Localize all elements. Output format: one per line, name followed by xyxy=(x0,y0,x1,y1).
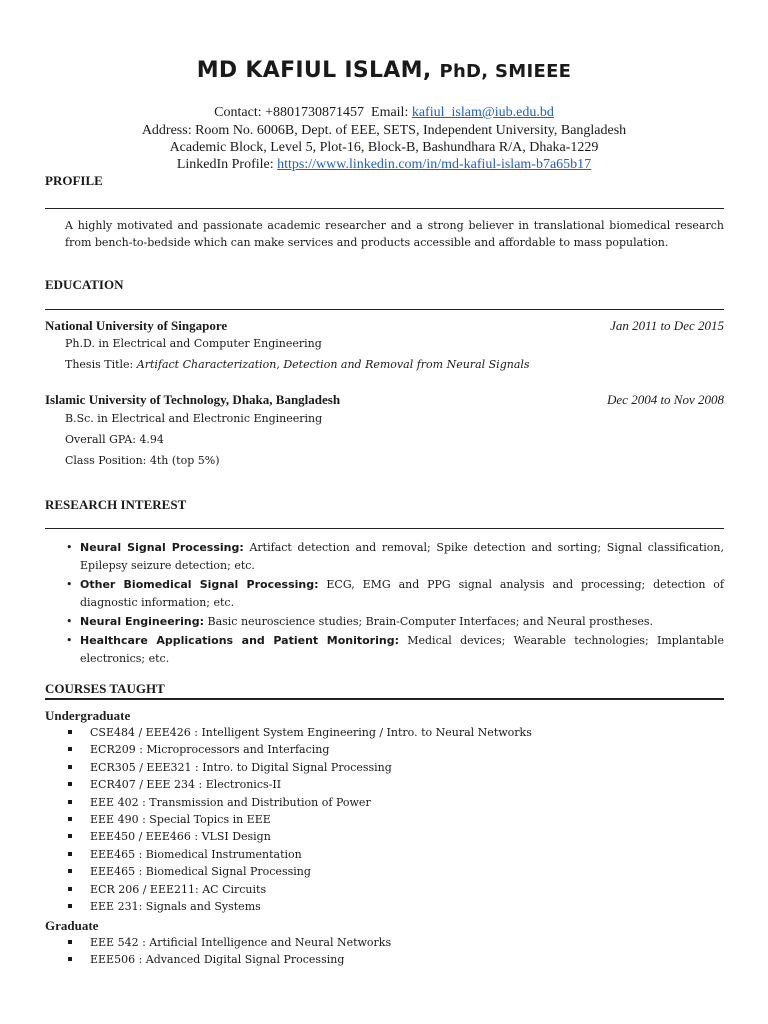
course-item xyxy=(65,863,532,880)
course-name: EEE450 / EEE466 : VLSI Design xyxy=(90,830,271,844)
course-item xyxy=(65,776,532,793)
course-name: ECR209 : Microprocessors and Interfacing xyxy=(90,743,330,757)
research-item-head: Neural Engineering: xyxy=(80,615,204,628)
courses-heading: COURSES TAUGHT xyxy=(45,681,165,696)
profile-heading: PROFILE xyxy=(45,173,103,188)
linkedin-line xyxy=(0,156,768,173)
graduate-label: Graduate xyxy=(45,918,99,933)
resume-name xyxy=(0,58,768,83)
contact-line xyxy=(0,104,768,121)
profile-text: A highly motivated and passionate academic researcher and a strong believer in translational biomedical research from bench-to-bedside which can make services and products accessible and affordable to mass population. xyxy=(65,219,724,249)
bullet-icon: • xyxy=(66,578,73,591)
class-position: Class Position: 4th (top 5%) xyxy=(65,454,220,467)
square-bullet-icon xyxy=(68,800,72,804)
square-bullet-icon xyxy=(68,747,72,751)
bullet-icon: • xyxy=(66,541,73,554)
research-item-text: ECG, EMG and PPG signal analysis and processing; detection of diagnostic information; etc. xyxy=(80,578,724,609)
research-item-text: Basic neuroscience studies; Brain-Computer Interfaces; and Neural prostheses. xyxy=(204,615,654,628)
course-name: ECR305 / EEE321 : Intro. to Digital Signal Processing xyxy=(90,760,392,774)
research-item xyxy=(66,576,724,612)
course-name: EEE 490 : Special Topics in EEE xyxy=(90,813,271,827)
address-line-2: Academic Block, Level 5, Plot-16, Block-B, Bashundhara R/A, Dhaka-1229 xyxy=(169,140,599,155)
education-heading: EDUCATION xyxy=(45,277,124,292)
course-name: EEE465 : Biomedical Signal Processing xyxy=(90,865,311,879)
square-bullet-icon xyxy=(68,765,72,769)
research-list xyxy=(66,539,724,669)
course-name: EEE 231: Signals and Systems xyxy=(90,900,261,914)
course-name: EEE 542 : Artificial Intelligence and Neural Networks xyxy=(90,936,392,949)
course-name: EEE 402 : Transmission and Distribution of Power xyxy=(90,795,371,809)
institution-iut: Islamic University of Technology, Dhaka, Bangladesh xyxy=(45,392,341,407)
course-item xyxy=(65,759,532,776)
email-link[interactable]: kafiul_islam@iub.edu.bd xyxy=(411,105,554,120)
square-bullet-icon xyxy=(68,834,72,838)
square-bullet-icon xyxy=(68,904,72,908)
linkedin-link[interactable]: https://www.linkedin.com/in/md-kafiul-islam-b7a65b17 xyxy=(277,157,592,172)
research-item-head: Other Biomedical Signal Processing: xyxy=(80,578,319,591)
course-name: EEE506 : Advanced Digital Signal Processing xyxy=(90,953,345,967)
course-item xyxy=(65,951,391,968)
dates-nus: Jan 2011 to Dec 2015 xyxy=(610,318,724,333)
graduate-course-list xyxy=(65,934,391,969)
gpa: Overall GPA: 4.94 xyxy=(65,433,164,446)
linkedin-label: LinkedIn Profile: xyxy=(176,157,274,172)
research-item-text: Artifact detection and removal; Spike detection and sorting; Signal classification, Epilepsy seizure detection; etc. xyxy=(80,541,724,572)
square-bullet-icon xyxy=(68,957,72,961)
course-item xyxy=(65,794,532,811)
course-item xyxy=(65,898,532,915)
square-bullet-icon xyxy=(68,887,72,891)
courses-rule xyxy=(45,698,724,700)
square-bullet-icon xyxy=(68,817,72,821)
square-bullet-icon xyxy=(68,869,72,873)
contact-label: Contact: xyxy=(214,105,262,120)
phone-number: +8801730871457 xyxy=(265,105,365,120)
dates-iut: Dec 2004 to Nov 2008 xyxy=(607,392,724,407)
education-rule xyxy=(45,309,724,310)
course-item xyxy=(65,724,532,741)
course-item xyxy=(65,881,532,898)
institution-nus: National University of Singapore xyxy=(45,318,228,333)
credentials: PhD, SMIEEE xyxy=(439,61,572,82)
profile-rule xyxy=(45,208,724,209)
square-bullet-icon xyxy=(68,730,72,734)
thesis-label: Thesis Title: xyxy=(65,358,134,371)
research-item-head: Healthcare Applications and Patient Monitoring: xyxy=(80,634,399,647)
research-item-text: Medical devices; Wearable technologies; Implantable electronics; etc. xyxy=(80,634,724,665)
degree-bsc: B.Sc. in Electrical and Electronic Engineering xyxy=(65,412,323,425)
bullet-icon: • xyxy=(66,634,73,647)
person-name: MD KAFIUL ISLAM, xyxy=(196,58,432,83)
course-item xyxy=(65,934,391,951)
square-bullet-icon xyxy=(68,852,72,856)
thesis-line xyxy=(65,357,530,372)
course-item xyxy=(65,811,532,828)
course-name: ECR 206 / EEE211: AC Circuits xyxy=(90,882,267,896)
research-item xyxy=(66,539,724,575)
square-bullet-icon xyxy=(68,940,72,944)
research-rule xyxy=(45,528,724,529)
research-item-head: Neural Signal Processing: xyxy=(80,541,244,554)
course-item xyxy=(65,741,532,758)
square-bullet-icon xyxy=(68,782,72,786)
bullet-icon: • xyxy=(66,615,73,628)
degree-phd: Ph.D. in Electrical and Computer Engineering xyxy=(65,337,322,350)
undergraduate-label: Undergraduate xyxy=(45,708,131,723)
course-name: ECR407 / EEE 234 : Electronics-II xyxy=(90,778,282,792)
email-label: Email: xyxy=(371,105,409,120)
course-item xyxy=(65,846,532,863)
thesis-title: Artifact Characterization, Detection and Removal from Neural Signals xyxy=(136,358,530,371)
course-item xyxy=(65,828,532,845)
research-item xyxy=(66,632,724,668)
address-line-1: Address: Room No. 6006B, Dept. of EEE, SETS, Independent University, Bangladesh xyxy=(141,123,627,138)
course-name: EEE465 : Biomedical Instrumentation xyxy=(90,847,302,861)
research-item xyxy=(66,613,724,631)
undergraduate-course-list xyxy=(65,724,532,915)
research-heading: RESEARCH INTEREST xyxy=(45,497,187,512)
course-name: CSE484 / EEE426 : Intelligent System Engineering / Intro. to Neural Networks xyxy=(90,726,532,739)
